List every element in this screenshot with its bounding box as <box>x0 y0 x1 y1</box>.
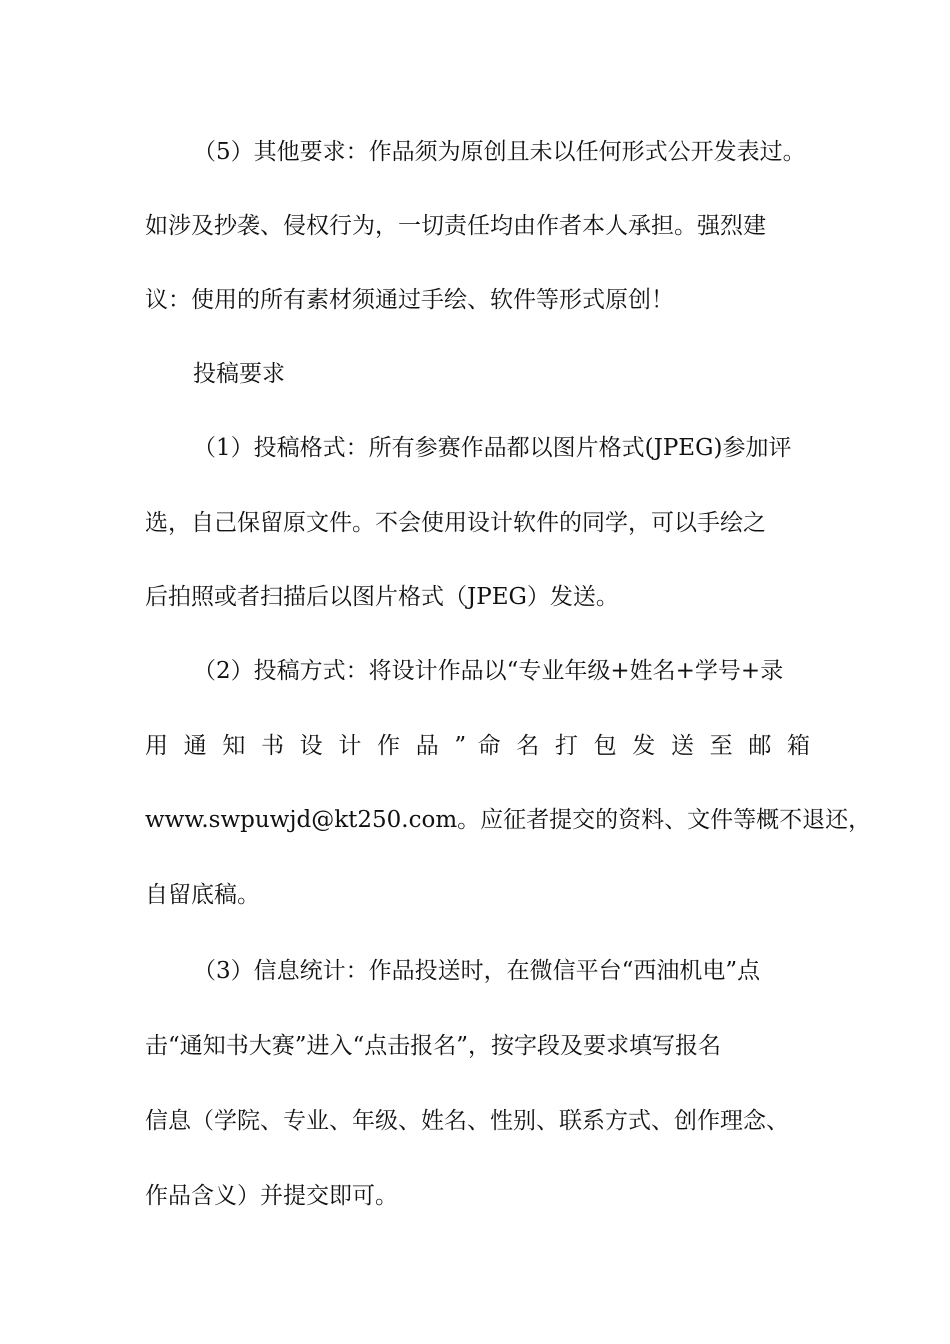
paragraph-line: 选，自己保留原文件。不会使用设计软件的同学，可以手绘之 <box>145 510 766 536</box>
section-heading: 投稿要求 <box>193 361 285 387</box>
paragraph-line: 作品含义）并提交即可。 <box>145 1183 398 1209</box>
paragraph-line: 如涉及抄袭、侵权行为，一切责任均由作者本人承担。强烈建 <box>145 213 766 239</box>
paragraph-line: 议：使用的所有素材须通过手绘、软件等形式原创！ <box>145 287 674 313</box>
paragraph-line-other-requirements: （5）其他要求：作品须为原创且未以任何形式公开发表过。 <box>193 139 806 165</box>
paragraph-line-submission-format: （1）投稿格式：所有参赛作品都以图片格式(JPEG)参加评 <box>193 435 792 461</box>
paragraph-line: 击“通知书大赛”进入“点击报名”，按字段及要求填写报名 <box>145 1033 722 1059</box>
paragraph-line: 后拍照或者扫描后以图片格式（JPEG）发送。 <box>145 584 619 610</box>
paragraph-line: 用 通 知 书 设 计 作 品 ” 命 名 打 包 发 送 至 邮 箱 <box>145 733 810 759</box>
paragraph-line-info-statistics: （3）信息统计：作品投送时，在微信平台“西油机电”点 <box>193 958 761 984</box>
paragraph-line: 自留底稿。 <box>145 882 260 908</box>
paragraph-line-email: www.swpuwjd@kt250.com。应征者提交的资料、文件等概不退还， <box>145 807 872 833</box>
paragraph-line: 信息（学院、专业、年级、姓名、性别、联系方式、创作理念、 <box>145 1108 789 1134</box>
paragraph-line-submission-method: （2）投稿方式：将设计作品以“专业年级+姓名+学号+录 <box>193 658 784 684</box>
